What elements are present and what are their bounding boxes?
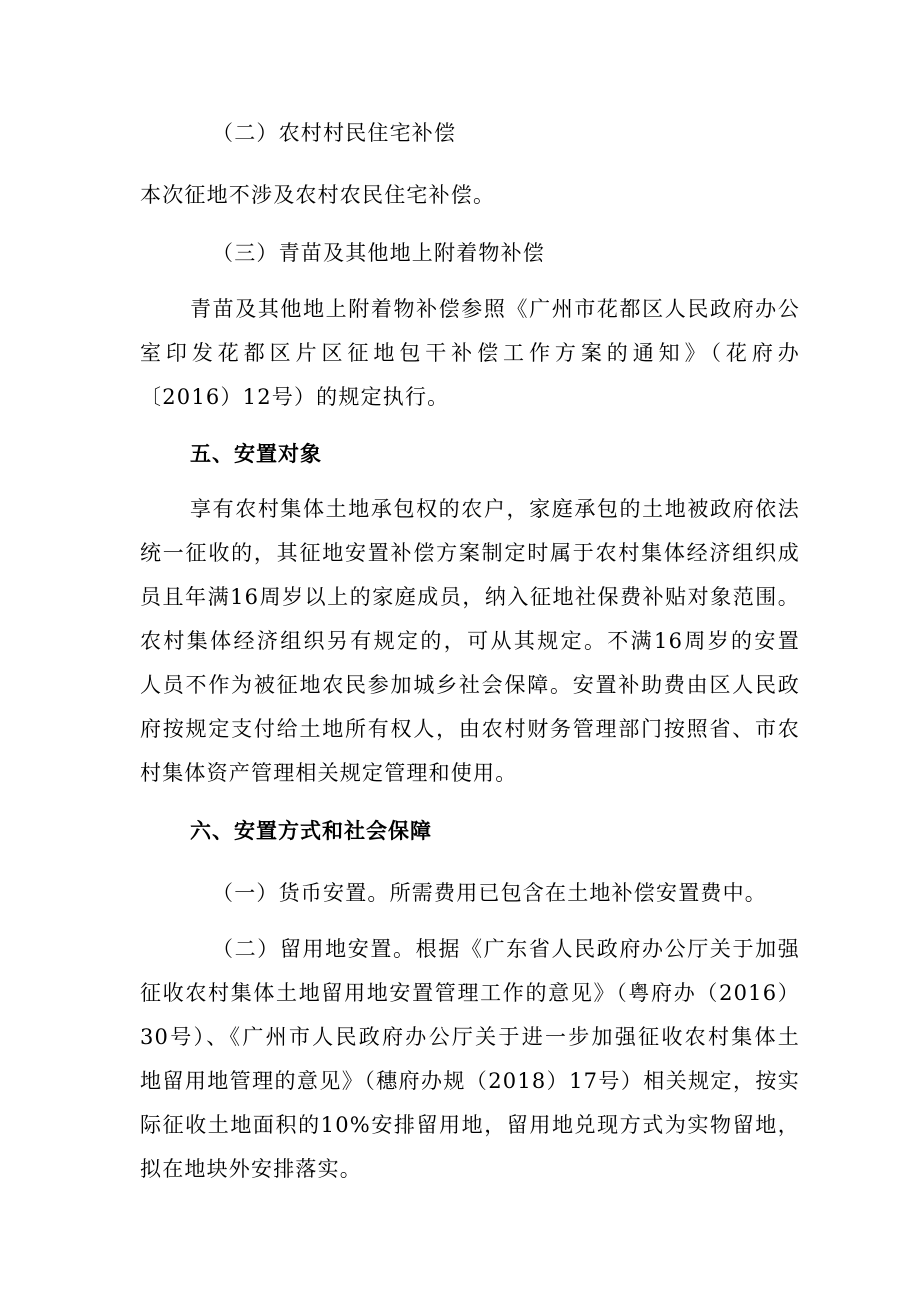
para-5-line-2: 统一征收的，其征地安置补偿方案制定时属于农村集体经济组织成 <box>140 541 800 565</box>
para-5-line-1: 享有农村集体土地承包权的农户，家庭承包的土地被政府依法 <box>190 497 800 521</box>
section-3-line-2: 室印发花都区片区征地包干补偿工作方案的通知》（花府办 <box>140 341 800 365</box>
section-2-body: 本次征地不涉及农村农民住宅补偿。 <box>140 183 496 207</box>
para-6b-line-3: 30号）、《广州市人民政府办公厅关于进一步加强征收农村集体土 <box>140 1025 800 1049</box>
heading-5: 五、安置对象 <box>190 442 322 466</box>
para-6b-line-6: 拟在地块外安排落实。 <box>140 1157 362 1181</box>
para-6b-line-2: 征收农村集体土地留用地安置管理工作的意见》（粤府办（2016） <box>140 981 800 1005</box>
section-3-line-3: 〔2016）12号）的规定执行。 <box>140 385 450 409</box>
para-6a: （一）货币安置。所需费用已包含在土地补偿安置费中。 <box>212 881 767 905</box>
section-3-title: （三）青苗及其他地上附着物补偿 <box>212 241 545 265</box>
para-5-line-4: 农村集体经济组织另有规定的，可从其规定。不满16周岁的安置 <box>140 629 800 653</box>
para-5-line-6: 府按规定支付给土地所有权人，由农村财务管理部门按照省、市农 <box>140 717 800 741</box>
para-5-line-5: 人员不作为被征地农民参加城乡社会保障。安置补助费由区人民政 <box>140 673 800 697</box>
para-6b-line-4: 地留用地管理的意见》（穗府办规（2018）17号）相关规定，按实 <box>140 1069 800 1093</box>
heading-6: 六、安置方式和社会保障 <box>190 819 432 843</box>
section-2-title: （二）农村村民住宅补偿 <box>212 121 457 145</box>
para-6b-line-1: （二）留用地安置。根据《广东省人民政府办公厅关于加强 <box>212 937 800 961</box>
section-3-line-1: 青苗及其他地上附着物补偿参照《广州市花都区人民政府办公 <box>190 297 800 321</box>
para-6b-line-5: 际征收土地面积的10%安排留用地，留用地兑现方式为实物留地， <box>140 1113 800 1137</box>
para-5-line-3: 员且年满16周岁以上的家庭成员，纳入征地社保费补贴对象范围。 <box>140 585 800 609</box>
para-5-line-7: 村集体资产管理相关规定管理和使用。 <box>140 761 518 785</box>
